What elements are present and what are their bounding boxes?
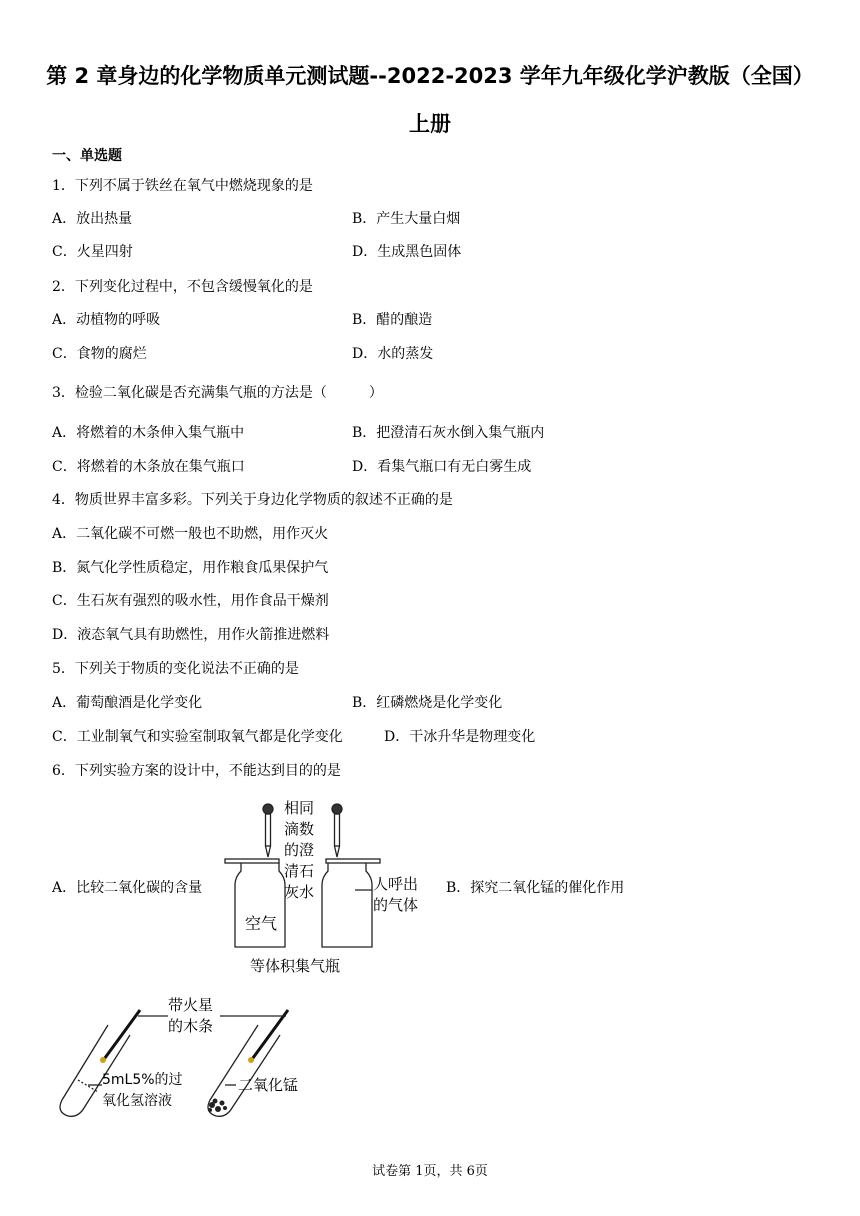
wooden-splint — [250, 1010, 288, 1062]
figure-label: 的木条 — [168, 1017, 214, 1035]
figure-test-tubes — [50, 990, 350, 1120]
option: C．火星四射 — [52, 244, 133, 260]
option: A．将燃着的木条伸入集气瓶中 — [52, 425, 245, 441]
page-title: 第 2 章身边的化学物质单元测试题--2022-2023 学年九年级化学沪教版（全国） — [46, 64, 814, 88]
question-stem: 3．检验二氧化碳是否充满集气瓶的方法是（ ） — [52, 385, 383, 401]
figure-label: 二氧化锰 — [238, 1076, 299, 1094]
figure-label: 的气体 — [373, 896, 419, 914]
test-tube — [208, 1025, 280, 1116]
wooden-splint — [102, 1010, 140, 1062]
figure-label: 滴数 — [284, 820, 315, 838]
glass-plate — [326, 859, 380, 863]
option: D．水的蒸发 — [352, 346, 434, 362]
question-stem: 1．下列不属于铁丝在氧气中燃烧现象的是 — [52, 178, 313, 194]
figure-label: 带火星 — [168, 996, 214, 1014]
option: D．生成黑色固体 — [352, 244, 462, 260]
option: A．葡萄酿酒是化学变化 — [52, 695, 203, 711]
option: B．红磷燃烧是化学变化 — [352, 695, 503, 711]
page-footer: 试卷第 1页，共 6页 — [372, 1164, 488, 1179]
page-title-line2: 上册 — [409, 112, 451, 136]
option: B．产生大量白烟 — [352, 211, 461, 227]
question-stem: 4．物质世界丰富多彩。下列关于身边化学物质的叙述不正确的是 — [52, 492, 453, 508]
option: A．放出热量 — [52, 211, 133, 227]
dropper-tube — [335, 814, 340, 846]
figure-caption: 等体积集气瓶 — [250, 957, 341, 975]
option: A．二氧化碳不可燃一般也不助燃，用作灭火 — [52, 526, 329, 542]
dropper-bulb — [263, 804, 273, 814]
dropper-tube — [266, 814, 271, 846]
svg-text:人呼出 的气体 — [373, 875, 423, 914]
gas-bottle — [322, 863, 372, 947]
option: D．液态氧气具有助燃性，用作火箭推进燃料 — [52, 627, 330, 643]
figure-label: 清石 — [284, 862, 315, 880]
option: D．干冰升华是物理变化 — [384, 729, 536, 745]
option: B．把澄清石灰水倒入集气瓶内 — [352, 425, 545, 441]
section-heading: 一、单选题 — [52, 148, 122, 164]
question-stem: 5．下列关于物质的变化说法不正确的是 — [52, 661, 299, 677]
option: B．探究二氧化锰的催化作用 — [446, 880, 625, 896]
svg-text:带火星 的木条 — [168, 996, 218, 1035]
glass-plate — [225, 859, 279, 863]
option: B．氮气化学性质稳定，用作粮食瓜果保护气 — [52, 560, 329, 576]
option: C．工业制氧气和实验室制取氧气都是化学变化 — [52, 729, 343, 745]
question-stem: 2．下列变化过程中，不包含缓慢氧化的是 — [52, 279, 313, 295]
figure-label: 5mL5%的过 — [102, 1072, 183, 1088]
gas-bottle — [235, 863, 285, 947]
figure-label: 灰水 — [284, 883, 315, 901]
dropper-bulb — [332, 804, 342, 814]
question-stem: 6．下列实验方案的设计中，不能达到目的的是 — [52, 763, 341, 779]
figure-label: 相同 — [284, 799, 315, 817]
option: C．食物的腐烂 — [52, 346, 147, 362]
figure-label: 人呼出 — [373, 875, 419, 893]
option: C．生石灰有强烈的吸水性，用作食品干燥剂 — [52, 593, 329, 609]
figure-label: 的澄 — [284, 841, 315, 859]
figure-label: 空气 — [245, 914, 278, 933]
option: A．比较二氧化碳的含量 — [52, 880, 203, 896]
figure-bottles — [215, 795, 445, 980]
option: C．将燃着的木条放在集气瓶口 — [52, 459, 245, 475]
option: D．看集气瓶口有无白雾生成 — [352, 459, 532, 475]
svg-text:5mL5%的过 氧化氢溶液 — [102, 1072, 187, 1109]
figure-label: 氧化氢溶液 — [102, 1093, 172, 1109]
option: A．动植物的呼吸 — [52, 312, 161, 328]
svg-text:相同 滴数 的澄 清石 灰水 — [284, 799, 319, 901]
option: B．醋的酿造 — [352, 312, 433, 328]
